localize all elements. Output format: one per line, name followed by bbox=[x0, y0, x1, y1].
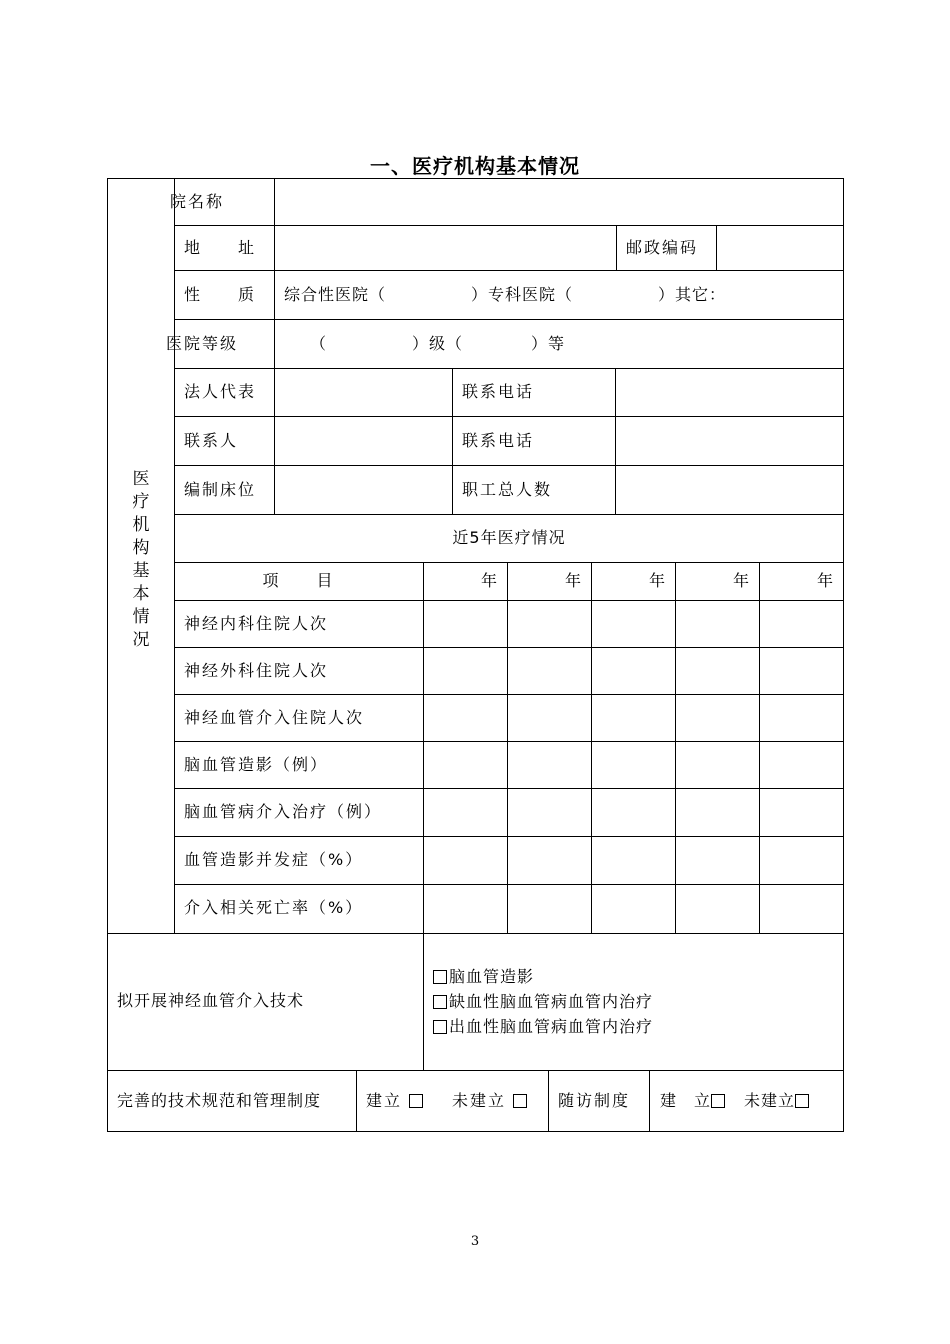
level-options: （ ）级（ ）等 bbox=[310, 334, 566, 353]
checkbox[interactable] bbox=[513, 1094, 527, 1108]
stats-row-label: 神经内科住院人次 bbox=[184, 614, 329, 633]
stats-heading: 近5年医疗情况 bbox=[452, 528, 566, 547]
checkbox[interactable] bbox=[409, 1094, 423, 1108]
level-label: 医院等级 bbox=[166, 334, 239, 353]
rules-established[interactable]: 建立 bbox=[366, 1091, 425, 1111]
stats-row-label: 脑血管造影（例） bbox=[184, 755, 329, 774]
staff-label: 职工总人数 bbox=[462, 480, 553, 499]
year-header-1: 年 bbox=[481, 571, 500, 590]
address-label: 地 址 bbox=[184, 238, 257, 257]
stats-row-label: 神经血管介入住院人次 bbox=[184, 708, 365, 727]
checkbox[interactable] bbox=[795, 1094, 809, 1108]
stats-row-label: 神经外科住院人次 bbox=[184, 661, 329, 680]
stats-row-label: 介入相关死亡率（%） bbox=[184, 898, 364, 917]
stats-row-label: 血管造影并发症（%） bbox=[184, 850, 364, 869]
stats-row-label: 脑血管病介入治疗（例） bbox=[184, 802, 383, 821]
legal-rep-label: 法人代表 bbox=[184, 382, 257, 401]
postcode-label: 邮政编码 bbox=[626, 238, 699, 257]
year-header-5: 年 bbox=[817, 571, 836, 590]
checkbox[interactable] bbox=[711, 1094, 725, 1108]
checkbox[interactable] bbox=[433, 995, 447, 1009]
phone-label-1: 联系电话 bbox=[462, 382, 535, 401]
year-header-2: 年 bbox=[565, 571, 584, 590]
plan-option[interactable]: 脑血管造影 bbox=[433, 967, 534, 987]
phone-label-2: 联系电话 bbox=[462, 431, 535, 450]
page-number: 3 bbox=[470, 1234, 480, 1249]
checkbox[interactable] bbox=[433, 1020, 447, 1034]
hospital-name-label: 院名称 bbox=[170, 192, 225, 211]
rules-label: 完善的技术规范和管理制度 bbox=[117, 1091, 322, 1110]
followup-label: 随访制度 bbox=[558, 1091, 631, 1110]
side-label: 医 疗 机 构 基 本 情 况 bbox=[132, 469, 150, 650]
nature-options: 综合性医院（ ）专科医院（ ）其它： bbox=[284, 285, 727, 304]
contact-label: 联系人 bbox=[184, 431, 239, 450]
beds-label: 编制床位 bbox=[184, 480, 257, 499]
item-column-header: 项 目 bbox=[262, 571, 335, 590]
followup-not-established[interactable]: 未建立 bbox=[744, 1091, 811, 1111]
plan-label: 拟开展神经血管介入技术 bbox=[117, 991, 305, 1010]
page-title: 一、医疗机构基本情况 bbox=[370, 154, 580, 178]
year-header-3: 年 bbox=[649, 571, 668, 590]
followup-established[interactable]: 建 立 bbox=[660, 1091, 727, 1111]
nature-label: 性 质 bbox=[184, 285, 257, 304]
year-header-4: 年 bbox=[733, 571, 752, 590]
plan-option[interactable]: 缺血性脑血管病血管内治疗 bbox=[433, 992, 653, 1012]
plan-option[interactable]: 出血性脑血管病血管内治疗 bbox=[433, 1017, 653, 1037]
rules-not-established[interactable]: 未建立 bbox=[452, 1091, 529, 1111]
checkbox[interactable] bbox=[433, 970, 447, 984]
